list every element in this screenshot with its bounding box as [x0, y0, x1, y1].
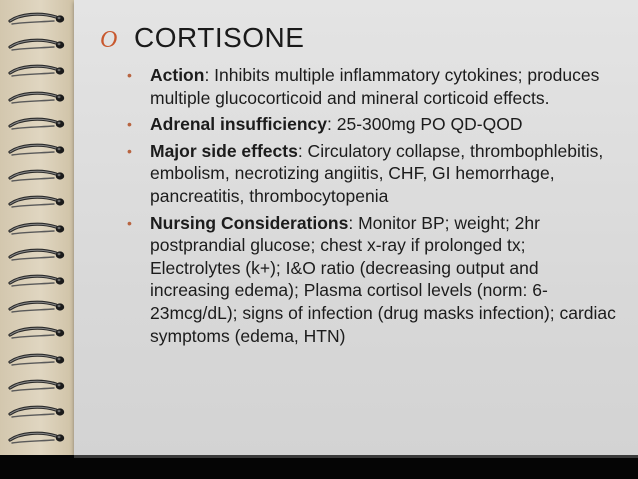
item-term: Action [150, 65, 205, 85]
spiral-ring-icon [6, 272, 70, 288]
slide-title: CORTISONE [134, 22, 305, 53]
spiral-ring-icon [6, 62, 70, 78]
item-text: : Monitor BP; weight; 2hr postprandial glucose; chest x-ray if prolonged tx; Electrolytes (k+); I&O ratio (decreasing output and increasing edema); Plasma cortisol levels (norm: 6-23mcg/dL); signs of infection (drug masks infection); cardiac symptoms (edema, HTN) [150, 212, 616, 346]
spiral-ring-icon [6, 89, 70, 105]
list-item [98, 140, 620, 208]
bullet-icon: • [127, 142, 132, 159]
spiral-ring-icon [6, 220, 70, 236]
bullet-icon: • [127, 67, 132, 83]
spiral-ring-icon [6, 246, 70, 262]
bullet-icon: • [127, 214, 132, 231]
spiral-ring-icon [6, 324, 70, 340]
spiral-ring-icon [6, 351, 70, 367]
spiral-ring-icon [6, 36, 70, 52]
spiral-ring-icon [6, 298, 70, 314]
item-text: : Inhibits multiple inflammatory cytokines; produces multiple glucocorticoid and mineral corticoid effects. [150, 65, 600, 108]
list-item [98, 113, 620, 136]
slide-bottom-bar [0, 455, 638, 479]
item-term: Major side effects [150, 140, 298, 161]
item-text: : Circulatory collapse, thrombophlebitis, embolism, necrotizing angiitis, CHF, GI hemorrhage, pancreatitis, thrombocytopenia [150, 140, 604, 206]
title-row [98, 22, 620, 54]
title-marker: O [100, 27, 118, 53]
spiral-ring-icon [6, 193, 70, 209]
slide-content [98, 22, 620, 351]
list-item [98, 212, 620, 348]
bullet-list [98, 64, 620, 347]
spiral-ring-icon [6, 377, 70, 393]
item-term: Nursing Considerations [150, 212, 349, 233]
spiral-ring-icon [6, 10, 70, 26]
spiral-ring-icon [6, 429, 70, 445]
spiral-ring-icon [6, 167, 70, 183]
list-item [98, 64, 620, 109]
bullet-icon: • [127, 116, 132, 133]
item-term: Adrenal insufficiency [150, 114, 327, 135]
item-text: : 25-300mg PO QD-QOD [327, 114, 523, 135]
spiral-ring-icon [6, 115, 70, 131]
spiral-ring-icon [6, 403, 70, 419]
spiral-ring-icon [6, 141, 70, 157]
